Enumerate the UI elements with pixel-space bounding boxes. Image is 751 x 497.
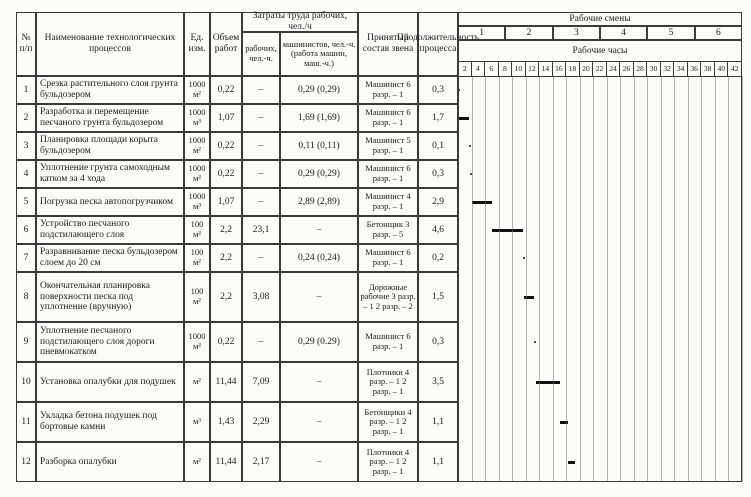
row-machinists: –: [280, 402, 358, 442]
row-name: Разравнивание песка бульдозером слоем до 20 см: [36, 244, 184, 272]
row-crew: Плотники 4 разр. – 1 2 разр. – 1: [358, 362, 418, 402]
shift-number: 6: [695, 26, 742, 40]
hour-tick: 34: [674, 62, 688, 76]
row-unit: 1000 м³: [184, 188, 210, 216]
row-workers: –: [242, 322, 280, 362]
row-name: Установка опалубки для подушек: [36, 362, 184, 402]
hour-tick: 4: [472, 62, 486, 76]
hour-tick: 6: [485, 62, 499, 76]
hour-tick: 42: [728, 62, 742, 76]
hour-tick: 38: [701, 62, 715, 76]
row-crew: Дорожные рабочие 3 разр. – 1 2 разр. – 2: [358, 272, 418, 322]
hour-tick: 12: [526, 62, 540, 76]
row-workers: 3,08: [242, 272, 280, 322]
row-workers: 2,17: [242, 442, 280, 482]
row-machinists: 0,11 (0,11): [280, 132, 358, 160]
row-name: Разборка опалубки: [36, 442, 184, 482]
row-crew: Бетонщик 3 разр. – 5: [358, 216, 418, 244]
hour-tick: 24: [607, 62, 621, 76]
row-crew: Машинист 6 разр. – 1: [358, 322, 418, 362]
row-volume: 2,2: [210, 244, 242, 272]
row-unit: 1000 м²: [184, 132, 210, 160]
row-crew: Машинист 6 разр. – 1: [358, 104, 418, 132]
row-unit: м²: [184, 442, 210, 482]
hour-tick: 26: [620, 62, 634, 76]
row-machinists: –: [280, 442, 358, 482]
row-unit: 1000 м²: [184, 322, 210, 362]
row-duration: 0,3: [418, 76, 458, 104]
header-duration: Продолжительность процесса: [418, 12, 458, 76]
row-workers: –: [242, 132, 280, 160]
row-unit: 100 м²: [184, 216, 210, 244]
gantt-gridline: [742, 76, 743, 482]
hour-tick: 20: [580, 62, 594, 76]
row-workers: –: [242, 76, 280, 104]
hour-tick: 18: [566, 62, 580, 76]
header-shifts: Рабочие смены: [458, 12, 742, 26]
row-machinists: 2,89 (2,89): [280, 188, 358, 216]
hour-tick: 10: [512, 62, 526, 76]
row-number: 1: [16, 76, 36, 104]
row-duration: 0,3: [418, 322, 458, 362]
row-number: 12: [16, 442, 36, 482]
row-machinists: –: [280, 216, 358, 244]
header-volume: Объем работ: [210, 12, 242, 76]
row-duration: 1,1: [418, 402, 458, 442]
row-number: 7: [16, 244, 36, 272]
hour-tick: 8: [499, 62, 513, 76]
row-name: Разработка и перемещение песчаного грунта бульдозером: [36, 104, 184, 132]
row-machinists: 1,69 (1,69): [280, 104, 358, 132]
row-unit: 100 м²: [184, 244, 210, 272]
row-volume: 1,07: [210, 188, 242, 216]
row-number: 3: [16, 132, 36, 160]
row-duration: 1,5: [418, 272, 458, 322]
row-crew: Машинист 5 разр. – 1: [358, 132, 418, 160]
row-crew: Машинист 6 разр. – 1: [358, 244, 418, 272]
header-labor-workers: рабочих, чел.-ч.: [242, 32, 280, 76]
row-workers: –: [242, 160, 280, 188]
header-hours: Рабочие часы: [458, 40, 742, 62]
row-machinists: –: [280, 362, 358, 402]
row-name: Планировка площади корыта бульдозером: [36, 132, 184, 160]
row-unit: м²: [184, 362, 210, 402]
row-name: Уплотнение песчаного подстилающего слоя дороги пневмокатком: [36, 322, 184, 362]
row-unit: 1000 м²: [184, 76, 210, 104]
row-name: Срезка растительного слоя грунта бульдозером: [36, 76, 184, 104]
row-machinists: 0,29 (0.29): [280, 322, 358, 362]
row-name: Уплотнение грунта самоходным катком за 4 хода: [36, 160, 184, 188]
row-duration: 4,6: [418, 216, 458, 244]
row-name: Устройство песчаного подстилающего слоя: [36, 216, 184, 244]
row-workers: –: [242, 104, 280, 132]
row-number: 2: [16, 104, 36, 132]
row-number: 9: [16, 322, 36, 362]
row-duration: 0,1: [418, 132, 458, 160]
row-unit: м³: [184, 402, 210, 442]
row-volume: 0,22: [210, 322, 242, 362]
row-workers: –: [242, 244, 280, 272]
hour-tick: 30: [647, 62, 661, 76]
hour-tick: 36: [688, 62, 702, 76]
shift-number: 3: [553, 26, 600, 40]
hour-tick: 32: [661, 62, 675, 76]
row-volume: 2,2: [210, 216, 242, 244]
hour-tick: 16: [553, 62, 567, 76]
row-crew: Машинист 6 разр. – 1: [358, 160, 418, 188]
row-duration: 1,1: [418, 442, 458, 482]
row-number: 11: [16, 402, 36, 442]
shift-number: 2: [505, 26, 552, 40]
header-name: Наименование технологических процессов: [36, 12, 184, 76]
hour-tick: 40: [715, 62, 729, 76]
row-workers: 7,09: [242, 362, 280, 402]
header-labor-machinists: машинистов, чел.-ч. (работа машин, маш.-ч.): [280, 32, 358, 76]
row-name: Окончательная планировка поверхности песка под уплотнение (вручную): [36, 272, 184, 322]
row-number: 6: [16, 216, 36, 244]
row-volume: 0,22: [210, 76, 242, 104]
row-crew: Плотники 4 разр. – 1 2 разр. – 1: [358, 442, 418, 482]
shift-number: 5: [647, 26, 694, 40]
gantt-frame: [458, 76, 742, 482]
hour-tick: 28: [634, 62, 648, 76]
row-number: 4: [16, 160, 36, 188]
row-unit: 100 м²: [184, 272, 210, 322]
row-volume: 0,22: [210, 160, 242, 188]
row-workers: 23,1: [242, 216, 280, 244]
row-number: 5: [16, 188, 36, 216]
hour-tick: 14: [539, 62, 553, 76]
header-num: № п/п: [16, 12, 36, 76]
row-name: Укладка бетона подушек под бортовые камни: [36, 402, 184, 442]
row-duration: 0,3: [418, 160, 458, 188]
shift-number: 4: [600, 26, 647, 40]
row-volume: 11,44: [210, 362, 242, 402]
row-duration: 0,2: [418, 244, 458, 272]
row-volume: 1,43: [210, 402, 242, 442]
hour-tick: 2: [458, 62, 472, 76]
row-duration: 3,5: [418, 362, 458, 402]
header-crew: Принятый состав звена: [358, 12, 418, 76]
row-machinists: 0,29 (0,29): [280, 160, 358, 188]
row-number: 8: [16, 272, 36, 322]
row-duration: 1,7: [418, 104, 458, 132]
header-unit: Ед. изм.: [184, 12, 210, 76]
row-volume: 11,44: [210, 442, 242, 482]
row-workers: –: [242, 188, 280, 216]
row-machinists: 0,29 (0,29): [280, 76, 358, 104]
row-crew: Бетонщики 4 разр. – 1 2 разр. – 1: [358, 402, 418, 442]
row-machinists: 0,24 (0,24): [280, 244, 358, 272]
hour-tick: 22: [593, 62, 607, 76]
row-name: Погрузка песка автопогрузчиком: [36, 188, 184, 216]
row-crew: Машинист 6 разр. – 1: [358, 76, 418, 104]
header-labor: Затраты труда рабочих, чел./ч: [242, 12, 358, 32]
shift-number: 1: [458, 26, 505, 40]
row-workers: 2,29: [242, 402, 280, 442]
row-crew: Машинист 4 разр. – 1: [358, 188, 418, 216]
row-volume: 1,07: [210, 104, 242, 132]
row-machinists: –: [280, 272, 358, 322]
row-duration: 2,9: [418, 188, 458, 216]
row-unit: 1000 м³: [184, 104, 210, 132]
row-volume: 2,2: [210, 272, 242, 322]
row-volume: 0,22: [210, 132, 242, 160]
row-unit: 1000 м²: [184, 160, 210, 188]
row-number: 10: [16, 362, 36, 402]
